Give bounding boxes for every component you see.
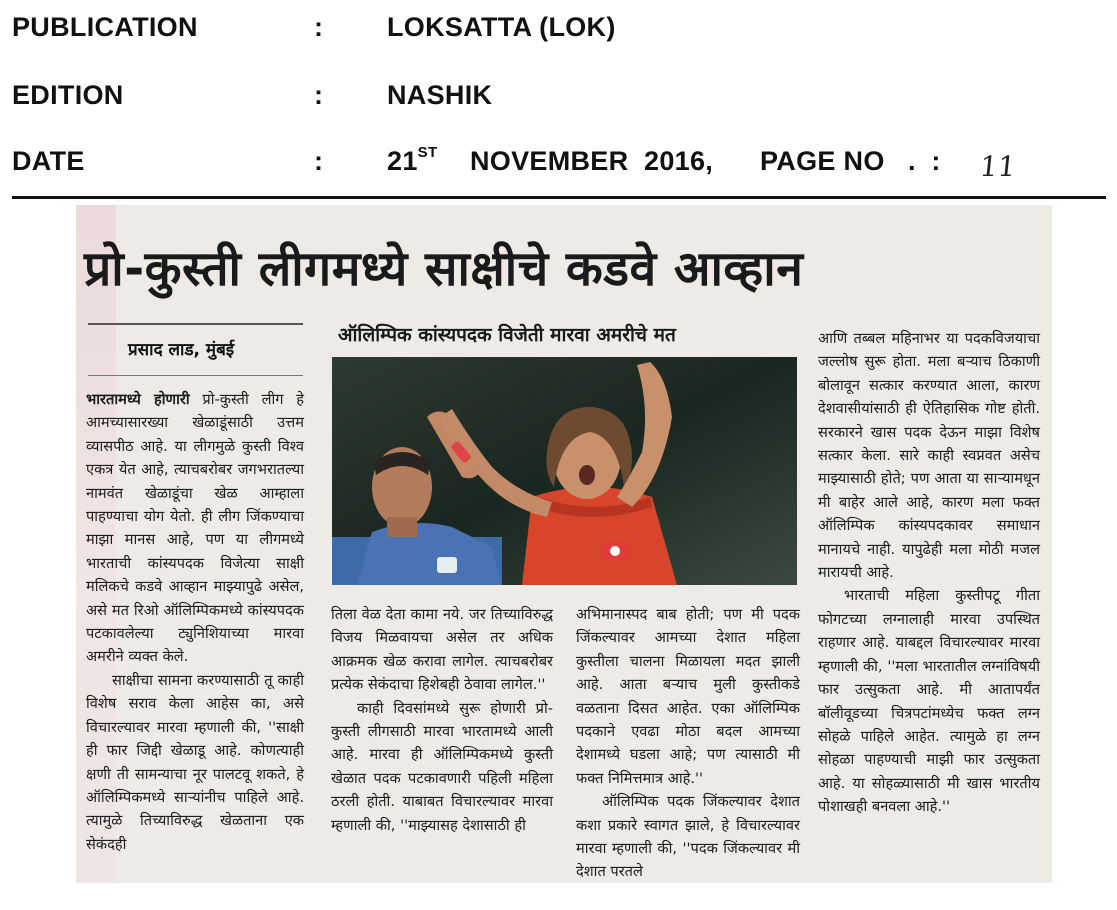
col1-text-1: प्रो-कुस्ती लीग हे आमच्यासारख्या खेळाडूंसाठी उत्तम व्यासपीठ आहे. या लीगमुळे कुस्ती विश्व एकत्र येत आहे, त्याचबरोबर जगभरातल्या नामवंत खेळाडूंचा खेळ आम्हाला पाहण्याचा योग येतो. ही लीग जिंकण्याचा माझा मानस आहे, पण या लीगमध्ये भारताची कांस्यपदक विजेत्या साक्षी मलिकचे कडवे आव्हान माझ्यापुढे असेल, असे मत रिओ ऑलिम्पिकमध्ये कांस्यपदक पटकावलेल्या ट्युनिशियाच्या मारवा अमरीने व्यक्त केले. (86, 391, 304, 666)
article-column-2 (331, 603, 553, 837)
date-suffix: ST (417, 144, 438, 161)
article-headline: प्रो-कुस्ती लीगमध्ये साक्षीचे कडवे आव्हान (84, 241, 804, 297)
col1-paragraph-1 (86, 388, 304, 669)
publication-label: PUBLICATION (12, 12, 198, 42)
col2-paragraph-2: काही दिवसांमध्ये सुरू होणारी प्रो-कुस्ती लीगसाठी मारवा भारतामध्ये आली आहे. मारवा ही ऑलिम्पिकमध्ये कुस्ती खेळात पदक पटकावणारी पहिली महिला ठरली होती. याबाबत विचारल्यावर मारवा म्हणाली की, ''माझ्यासह देशासाठी ही (331, 699, 553, 834)
edition-value: NASHIK (387, 80, 493, 110)
article-column-3 (576, 603, 800, 883)
article-column-4 (818, 327, 1040, 819)
date-month-year: NOVEMBER 2016, (470, 146, 714, 176)
date-value (387, 146, 437, 177)
wrestler-photo (332, 357, 797, 585)
col4-paragraph-2: भारताची महिला कुस्तीपटू गीता फोगटच्या लग्नालाही मारवा उपस्थित राहणार आहे. याबद्दल विचारल्यावर मारवा म्हणाली की, ''मला भारतातील लग्नांविषयी फार उत्सुकता आहे. मी आतापर्यंत बॉलीवूडच्या चित्रपटांमध्येच फक्त लग्न सोहळे पाहिले आहेत. त्यामुळे हा लग्न सोहळा पाहण्याची माझी फार उत्सुकता आहे. या सोहळ्यासाठी मी खास भारतीय पोशाखही बनवला आहे.'' (818, 587, 1040, 816)
byline-rule-bottom (88, 375, 303, 376)
publication-value: LOKSATTA (LOK) (387, 12, 616, 42)
page-label: PAGE NO . : (760, 146, 941, 176)
col1-paragraph-2: साक्षीचा सामना करण्यासाठी तू काही विशेष सराव केला आहेस का, असे विचारल्यावर मारवा म्हणाली की, ''साक्षी ही फार जिद्दी खेळाडू आहे. कोणत्याही क्षणी ती सामन्याचा नूर पालटवू शकते, हे ऑलिम्पिकमध्ये साऱ्यांनीच पाहिले आहे. त्यामुळे तिच्याविरुद्ध खेळताना एक सेकंदही (86, 671, 304, 853)
article-column-1 (86, 388, 304, 856)
col3-paragraph-2: ऑलिम्पिक पदक जिंकल्यावर देशात कशा प्रकारे स्वागत झाले, हे विचारल्यावर मारवा म्हणाली की, ''पदक जिंकल्यावर मी देशात परतले (576, 793, 800, 881)
newspaper-clipping (76, 205, 1052, 883)
wrestler-photo-illustration (332, 357, 797, 585)
date-day: 21 (387, 146, 418, 176)
article-subheadline: ऑलिम्पिक कांस्यपदक विजेती मारवा अमरीचे मत (338, 324, 676, 346)
col1-lead: भारतामध्ये होणारी (86, 391, 190, 408)
date-label: DATE (12, 146, 85, 176)
page-number-handwritten: 11 (978, 150, 1018, 183)
byline-rule-top (88, 323, 303, 325)
date-colon: : (314, 146, 324, 176)
col3-paragraph-1: अभिमानास्पद बाब होती; पण मी पदक जिंकल्यावर आमच्या देशात महिला कुस्तीला चालना मिळायला मदत झाली आहे. आता बऱ्याच मुली कुस्तीकडे वळताना दिसत आहेत. एका ऑलिम्पिक पदकाने एवढा मोठा बदल आमच्या देशामध्ये घडला आहे; पण त्यासाठी मी फक्त निमित्तमात्र आहे.'' (576, 606, 800, 787)
edition-colon: : (314, 80, 324, 110)
publication-colon: : (314, 12, 324, 42)
col2-paragraph-1: तिला वेळ देता कामा नये. जर तिच्याविरुद्ध विजय मिळवायचा असेल तर अधिक आक्रमक खेळ करावा लागेल. त्याचबरोबर प्रत्येक सेकंदाचा हिशेबही ठेवावा लागेल.'' (331, 606, 553, 694)
article-byline: प्रसाद लाड, मुंबई (128, 340, 235, 360)
col4-paragraph-1: आणि तब्बल महिनाभर या पदकविजयाचा जल्लोष सुरू होता. मला बऱ्याच ठिकाणी बोलावून सत्कार करण्यात आला, कारण देशवासीयांसाठी ही ऐतिहासिक गोष्ट होती. सरकारने खास पदक देऊन माझा विशेष सत्कार केला. सारे काही स्वप्नवत असेच माझ्यासाठी होते; पण आता या साऱ्यामधून मी बाहेर आले आहे, कारण मला फक्त ऑलिम्पिक कांस्यपदकावर समाधान मानायचे नाही. यापुढेही मला मोठी मजल मारायची आहे. (818, 330, 1040, 582)
edition-label: EDITION (12, 80, 124, 110)
header-divider (12, 196, 1106, 199)
